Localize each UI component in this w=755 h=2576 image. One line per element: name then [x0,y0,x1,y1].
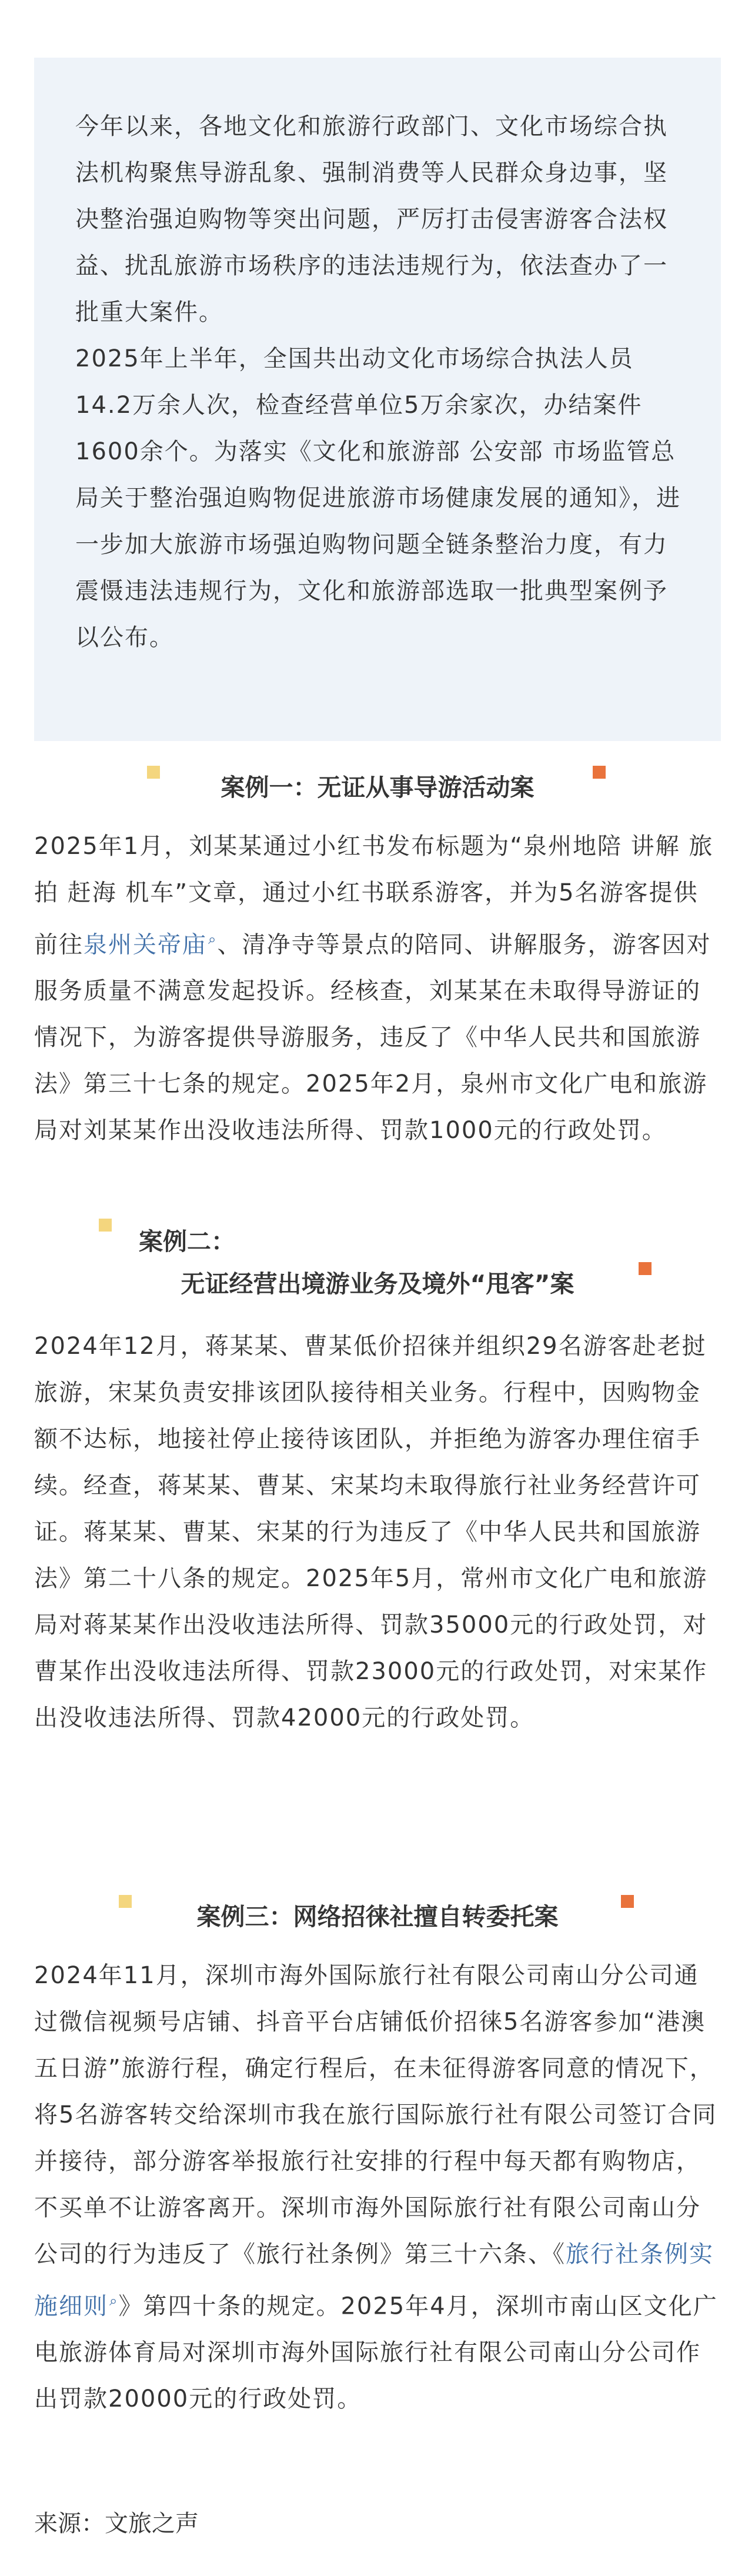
title-square-orange-icon [593,766,606,779]
case1-body [34,823,721,1154]
case2-body: 2024年12月，蒋某某、曹某低价招徕并组织29名游客赴老挝旅游，宋某负责安排该团队接待相关业务。行程中，因购物金额不达标，地接社停止接待该团队，并拒绝为游客办理住宿手续。经查，蒋某某、曹某、宋某均未取得旅行社业务经营许可证。蒋某某、曹某、宋某的行为违反了《中华人民共和国旅游法》第二十八条的规定。2025年5月，常州市文化广电和旅游局对蒋某某作出没收违法所得、罚款35000元的行政处罚，对曹某作出没收违法所得、罚款23000元的行政处罚，对宋某作出没收违法所得、罚款42000元的行政处罚。 [34,1333,708,1731]
search-icon[interactable]: ⌕ [109,2293,119,2309]
search-icon[interactable]: ⌕ [208,931,218,947]
case1-link[interactable]: 泉州关帝庙 [83,931,207,959]
case1-text-a: 2025年1月，刘某某通过小红书发布标题为“泉州地陪 讲解 旅拍 赶海 机车”文章，通过小红书联系游客，并为5名游客提供前往 [34,833,714,959]
case2-title-line1: 案例二： [139,1227,235,1256]
case1-title: 案例一：无证从事导游活动案 [221,773,534,802]
case3-title: 案例三：网络招徕社擅自转委托案 [196,1903,559,1931]
case3-link[interactable]: 旅行社条例实施细则 [34,2241,714,2320]
case3-body [34,1953,721,2422]
intro-paragraph-2: 2025年上半年，全国共出动文化市场综合执法人员14.2万余人次，检查经营单位5万余家次，办结案件1600余个。为落实《文化和旅游部 公安部 市场监管总局关于整治强迫购物促进旅游市场健康发展的通知》，进一步加大旅游市场强迫购物问题全链条整治力度，有力震慑违法违规行为，文化和旅游部选取一批典型案例予以公布。 [75,345,681,651]
title-square-orange-icon [621,1895,634,1908]
case1-text-b: 、清净寺等景点的陪同、讲解服务，游客因对服务质量不满意发起投诉。经核查，刘某某在未取得导游证的情况下，为游客提供导游服务，违反了《中华人民共和国旅游法》第三十七条的规定。2025年2月，泉州市文化广电和旅游局对刘某某作出没收违法所得、罚款1000元的行政处罚。 [34,931,711,1144]
intro-box [34,58,721,741]
case3-text-b: 》第四十条的规定。2025年4月，深圳市南山区文化广电旅游体育局对深圳市海外国际旅行社有限公司南山分公司作出罚款20000元的行政处罚。 [34,2293,718,2413]
title-square-orange-icon [639,1262,652,1275]
intro-paragraph-1: 今年以来，各地文化和旅游行政部门、文化市场综合执法机构聚焦导游乱象、强制消费等人民群众身边事，坚决整治强迫购物等突出问题，严厉打击侵害游客合法权益、扰乱旅游市场秩序的违法违规行为，依法查办了一批重大案件。 [75,113,668,326]
source-line: 来源：文旅之声 [34,2510,199,2537]
case2-title-line2: 无证经营出境游业务及境外“甩客”案 [181,1270,574,1298]
title-square-yellow-icon [99,1219,112,1232]
case3-text-a: 2024年11月，深圳市海外国际旅行社有限公司南山分公司通过微信视频号店铺、抖音平台店铺低价招徕5名游客参加“港澳五日游”旅游行程，确定行程后，在未征得游客同意的情况下，将5名游客转交给深圳市我在旅行国际旅行社有限公司签订合同并接待，部分游客举报旅行社安排的行程中每天都有购物店，不买单不让游客离开。深圳市海外国际旅行社有限公司南山分公司的行为违反了《旅行社条例》第三十六条、《 [34,1962,717,2268]
